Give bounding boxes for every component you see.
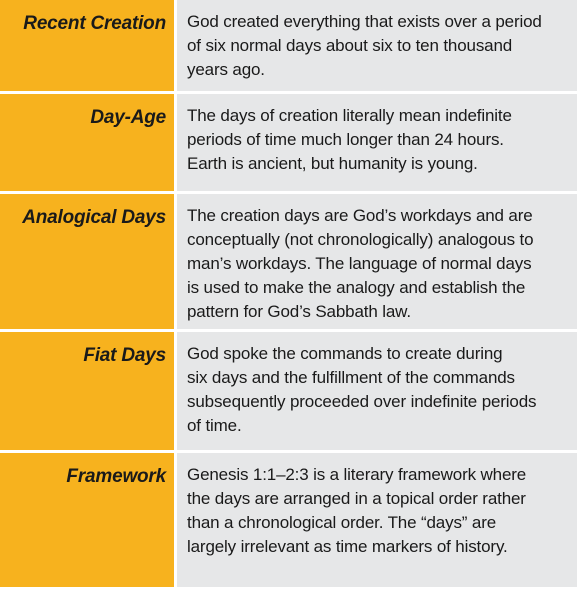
definition-line: conceptually (not chronologically) analogous to [187,230,534,249]
term-cell [0,94,174,191]
definition-cell [177,194,577,329]
definition-line: Earth is ancient, but humanity is young. [187,154,478,173]
table-row [0,332,577,450]
definition-text [187,463,565,559]
definition-line: years ago. [187,60,265,79]
term-label: Recent Creation [23,13,166,34]
definition-cell [177,453,577,587]
term-label: Fiat Days [83,345,166,366]
definition-text [187,104,565,176]
term-label: Framework [66,466,166,487]
definition-line: subsequently proceeded over indefinite periods [187,392,537,411]
term-label: Day-Age [90,107,166,128]
definition-line: pattern for God’s Sabbath law. [187,302,411,321]
definition-text [187,204,565,324]
definition-line: of six normal days about six to ten thousand [187,36,513,55]
definition-cell [177,94,577,191]
definition-line: largely irrelevant as time markers of history. [187,537,508,556]
term-cell [0,0,174,91]
table-row [0,94,577,191]
table-row [0,0,577,91]
table-row [0,194,577,329]
definition-line: Genesis 1:1–2:3 is a literary framework where [187,465,527,484]
term-cell [0,332,174,450]
definition-line: of time. [187,416,242,435]
definition-cell [177,0,577,91]
definition-line: is used to make the analogy and establish the [187,278,526,297]
definition-line: The creation days are God’s workdays and are [187,206,533,225]
definition-line: God spoke the commands to create during [187,344,503,363]
definition-line: the days are arranged in a topical order rather [187,489,526,508]
definition-line: periods of time much longer than 24 hours. [187,130,504,149]
definition-line: six days and the fulfillment of the commands [187,368,515,387]
definition-text [187,342,565,438]
definition-line: man’s workdays. The language of normal days [187,254,532,273]
term-cell [0,194,174,329]
definition-line: than a chronological order. The “days” are [187,513,497,532]
definition-line: God created everything that exists over a period [187,12,542,31]
table-row [0,453,577,587]
definition-line: The days of creation literally mean indefinite [187,106,512,125]
term-cell [0,453,174,587]
definition-text [187,10,565,82]
definition-cell [177,332,577,450]
term-label: Analogical Days [22,207,166,228]
